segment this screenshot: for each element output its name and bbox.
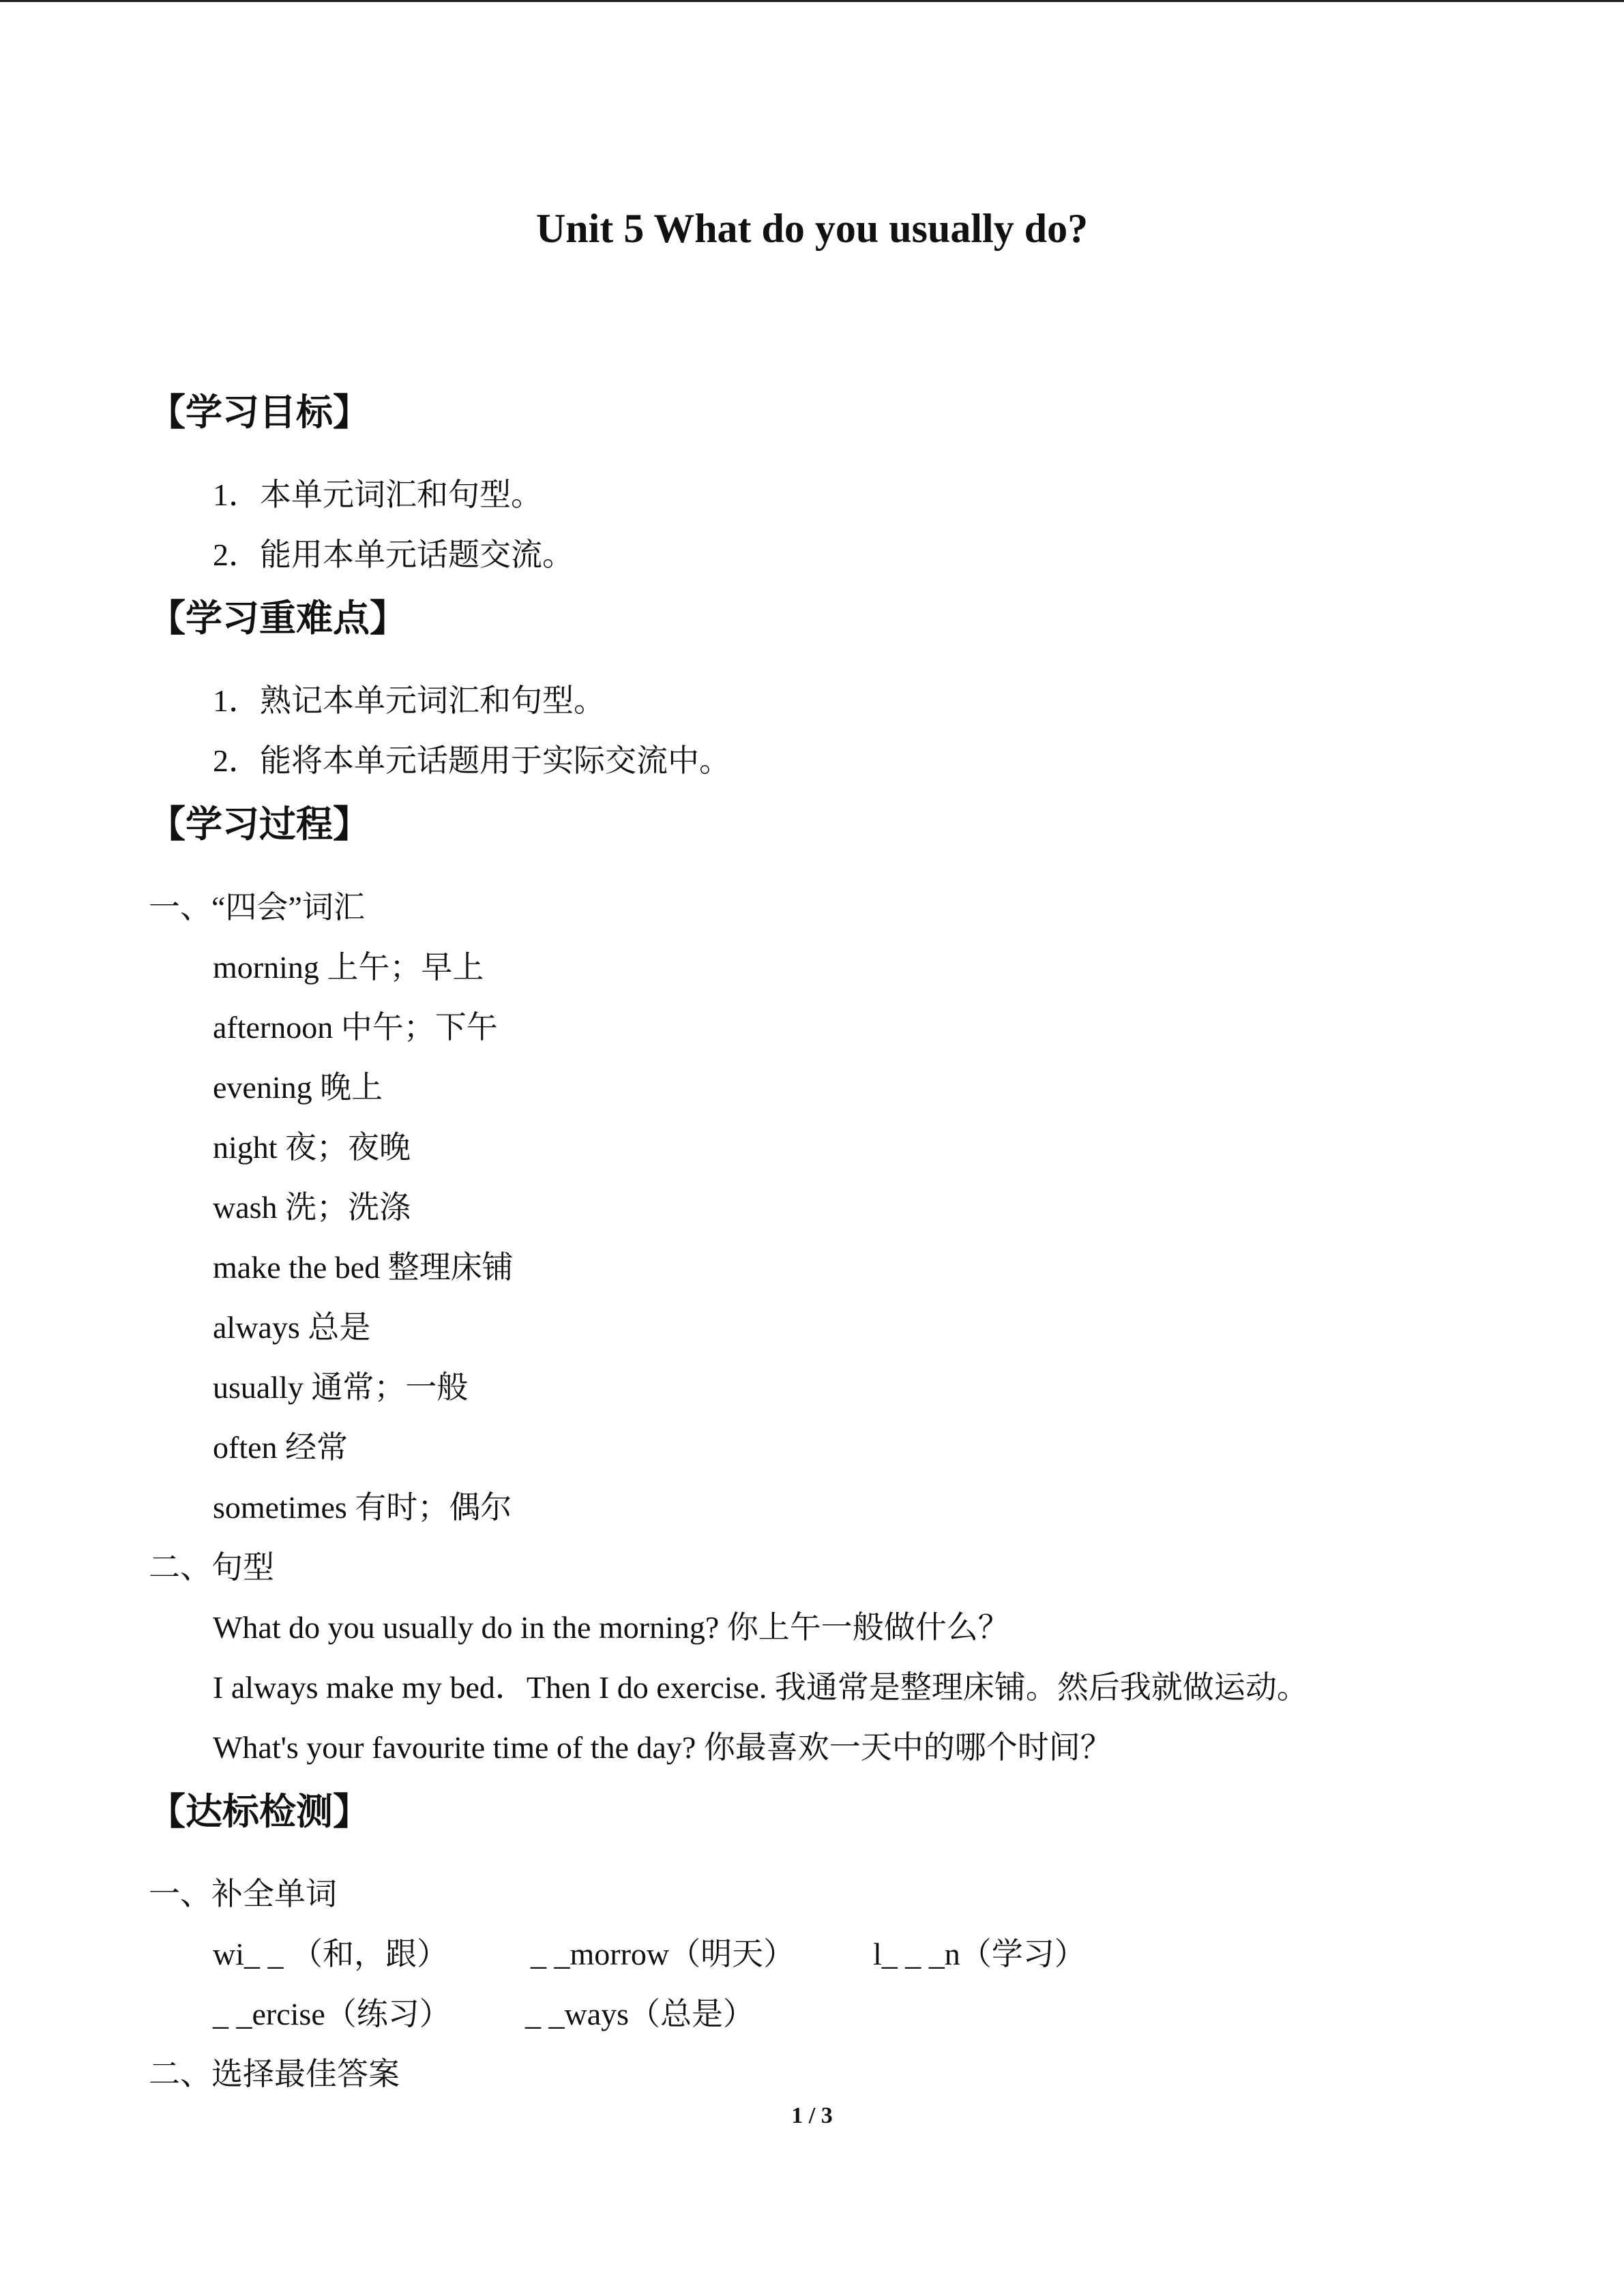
key-point-item: 1．熟记本单元词汇和句型。 xyxy=(213,683,605,718)
sentence-item: I always make my bed．Then I do exercise. 我通常是整理床铺。然后我就做运动。 xyxy=(213,1670,1308,1705)
vocab-item: morning 上午；早上 xyxy=(213,950,484,985)
fill-item: l_ _ _n（学习） xyxy=(873,1937,1086,1971)
key-point-item: 2．能将本单元话题用于实际交流中。 xyxy=(213,743,730,778)
objective-item: 2．能用本单元话题交流。 xyxy=(213,537,574,572)
fill-item: _ _morrow（明天） xyxy=(531,1937,795,1971)
vocab-item: make the bed 整理床铺 xyxy=(213,1250,514,1285)
fill-row xyxy=(213,1999,754,2030)
objectives-heading: 【学习目标】 xyxy=(149,391,370,434)
vocab-item: often 经常 xyxy=(213,1430,349,1465)
sentence-item: What's your favourite time of the day? 你最喜欢一天中的哪个时间？ xyxy=(213,1730,1112,1765)
fill-item: _ _ercise（练习） xyxy=(213,1997,451,2031)
page-number: 1 / 3 xyxy=(791,2103,833,2128)
process-heading: 【学习过程】 xyxy=(149,803,370,846)
sentence-heading: 二、句型 xyxy=(149,1550,274,1585)
choice-heading: 二、选择最佳答案 xyxy=(149,2057,400,2091)
vocab-item: sometimes 有时；偶尔 xyxy=(213,1490,512,1525)
sentence-item: What do you usually do in the morning? 你上午一般做什么？ xyxy=(213,1610,1009,1645)
key-points-heading: 【学习重难点】 xyxy=(149,597,407,640)
vocab-item: wash 洗；洗涤 xyxy=(213,1190,411,1225)
fill-heading: 一、补全单词 xyxy=(149,1877,337,1911)
page-title: Unit 5 What do you usually do? xyxy=(535,206,1089,251)
fill-item: _ _ways（总是） xyxy=(525,1997,755,2031)
vocab-heading: 一、“四会”词汇 xyxy=(149,890,365,925)
vocab-item: always 总是 xyxy=(213,1310,371,1345)
top-border xyxy=(0,0,1624,2)
vocab-item: usually 通常；一般 xyxy=(213,1370,469,1405)
vocab-item: night 夜；夜晚 xyxy=(213,1130,411,1165)
objective-item: 1．本单元词汇和句型。 xyxy=(213,477,542,512)
vocab-item: afternoon 中午；下午 xyxy=(213,1010,498,1045)
fill-item: wi_ _ （和，跟） xyxy=(213,1937,448,1971)
test-heading: 【达标检测】 xyxy=(149,1790,370,1833)
fill-row xyxy=(213,1939,1086,1970)
vocab-item: evening 晚上 xyxy=(213,1070,383,1105)
